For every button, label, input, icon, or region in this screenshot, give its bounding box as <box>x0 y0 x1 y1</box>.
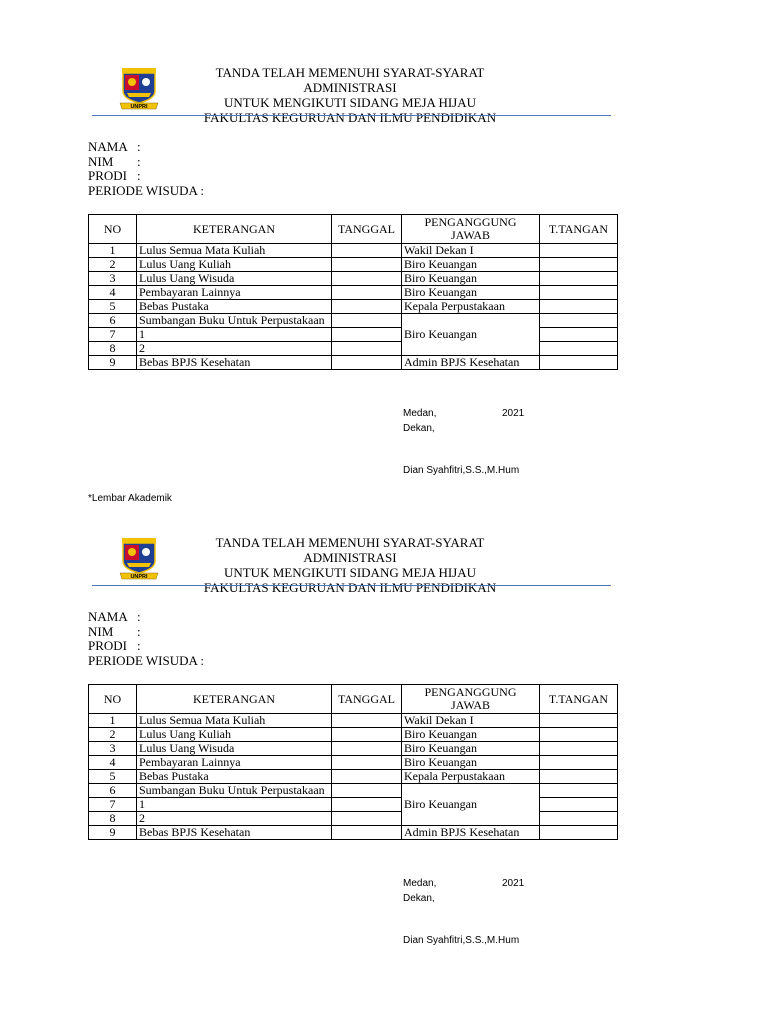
header-line-1: TANDA TELAH MEMENUHI SYARAT-SYARAT ADMINISTRASI <box>215 535 485 565</box>
header-line-1: TANDA TELAH MEMENUHI SYARAT-SYARAT ADMINISTRASI <box>215 65 485 95</box>
row-tanggal <box>332 812 402 826</box>
row-tanggal <box>332 314 402 328</box>
signature-year: 2021 <box>502 408 525 419</box>
row-no: 5 <box>89 770 137 784</box>
row-tanggal <box>332 728 402 742</box>
row-keterangan: Lulus Uang Wisuda <box>137 272 332 286</box>
row-no: 7 <box>89 328 137 342</box>
row-tanggal <box>332 342 402 356</box>
table-header-row <box>89 685 618 714</box>
form-copy-1 <box>0 0 768 504</box>
row-keterangan: Bebas BPJS Kesehatan <box>137 826 332 840</box>
header-line-2: UNTUK MENGIKUTI SIDANG MEJA HIJAU <box>223 565 477 580</box>
table-row <box>89 314 618 328</box>
row-keterangan: Sumbangan Buku Untuk Perpustakaan <box>137 314 332 328</box>
unpri-logo-icon <box>119 536 159 582</box>
row-no: 4 <box>89 756 137 770</box>
nim-label: NIM <box>88 153 114 169</box>
signature-role: Dekan, <box>403 893 435 904</box>
document-header <box>170 535 530 595</box>
requirements-table <box>88 214 618 370</box>
nama-colon: : <box>137 139 141 154</box>
signature-year: 2021 <box>502 878 525 889</box>
svg-text:UNPRI: UNPRI <box>130 104 148 110</box>
row-pj: Biro Keuangan <box>402 314 540 356</box>
col-tanggal: TANGGAL <box>332 215 402 244</box>
nim-colon: : <box>137 623 141 639</box>
row-ttd <box>540 756 618 770</box>
row-ttd <box>540 770 618 784</box>
row-no: 1 <box>89 714 137 728</box>
nim-colon: : <box>137 153 141 169</box>
row-no: 8 <box>89 342 137 356</box>
table-row <box>89 770 618 784</box>
row-keterangan: Bebas Pustaka <box>137 300 332 314</box>
student-fields <box>88 140 204 199</box>
row-no: 2 <box>89 728 137 742</box>
row-pj: Biro Keuangan <box>402 286 540 300</box>
header-divider <box>92 115 611 116</box>
row-ttd <box>540 812 618 826</box>
row-tanggal <box>332 258 402 272</box>
row-pj: Biro Keuangan <box>402 742 540 756</box>
header-divider <box>92 585 611 586</box>
row-tanggal <box>332 714 402 728</box>
row-pj: Biro Keuangan <box>402 784 540 826</box>
row-no: 1 <box>89 244 137 258</box>
row-keterangan: Pembayaran Lainnya <box>137 756 332 770</box>
row-tanggal <box>332 784 402 798</box>
row-tanggal <box>332 756 402 770</box>
prodi-label: PRODI <box>88 638 128 654</box>
table-header-row <box>89 215 618 244</box>
row-no: 2 <box>89 258 137 272</box>
row-pj: Wakil Dekan I <box>402 244 540 258</box>
row-keterangan: Lulus Semua Mata Kuliah <box>137 714 332 728</box>
table-row <box>89 286 618 300</box>
row-keterangan: Bebas BPJS Kesehatan <box>137 356 332 370</box>
row-ttd <box>540 728 618 742</box>
row-tanggal <box>332 244 402 258</box>
form-copy-2 <box>0 470 768 946</box>
row-tanggal <box>332 272 402 286</box>
prodi-colon: : <box>137 168 141 184</box>
student-fields <box>88 610 204 669</box>
col-penanggung-jawab: PENGANGGUNG JAWAB <box>402 215 540 244</box>
table-row <box>89 272 618 286</box>
signature-role: Dekan, <box>403 423 435 434</box>
row-ttd <box>540 328 618 342</box>
signature-name: Dian Syahfitri,S.S.,M.Hum <box>403 935 520 946</box>
row-keterangan: Lulus Uang Kuliah <box>137 728 332 742</box>
row-ttd <box>540 286 618 300</box>
col-penanggung-jawab: PENGANGGUNG JAWAB <box>402 685 540 714</box>
row-ttd <box>540 314 618 328</box>
row-no: 9 <box>89 826 137 840</box>
requirements-table <box>88 684 618 840</box>
row-tanggal <box>332 798 402 812</box>
row-tanggal <box>332 356 402 370</box>
row-tanggal <box>332 300 402 314</box>
row-no: 7 <box>89 798 137 812</box>
signature-place: Medan, <box>403 408 437 419</box>
row-no: 3 <box>89 272 137 286</box>
nim-label: NIM <box>88 623 114 639</box>
row-no: 4 <box>89 286 137 300</box>
table-row <box>89 300 618 314</box>
periode-label: PERIODE WISUDA : <box>88 653 205 669</box>
col-keterangan: KETERANGAN <box>137 215 332 244</box>
nama-label: NAMA <box>88 609 128 624</box>
col-no: NO <box>89 215 137 244</box>
row-keterangan: Lulus Semua Mata Kuliah <box>137 244 332 258</box>
row-pj: Admin BPJS Kesehatan <box>402 356 540 370</box>
row-ttd <box>540 742 618 756</box>
row-no: 8 <box>89 812 137 826</box>
row-keterangan: Lulus Uang Kuliah <box>137 258 332 272</box>
table-row <box>89 784 618 798</box>
row-pj: Admin BPJS Kesehatan <box>402 826 540 840</box>
row-pj: Wakil Dekan I <box>402 714 540 728</box>
row-pj: Biro Keuangan <box>402 258 540 272</box>
row-tanggal <box>332 286 402 300</box>
row-keterangan: 2 <box>137 342 332 356</box>
row-ttd <box>540 244 618 258</box>
col-tanda-tangan: T.TANGAN <box>540 215 618 244</box>
signature-name: Dian Syahfitri,S.S.,M.Hum <box>403 465 520 476</box>
col-tanda-tangan: T.TANGAN <box>540 685 618 714</box>
nama-colon: : <box>137 609 141 624</box>
row-pj: Biro Keuangan <box>402 272 540 286</box>
row-tanggal <box>332 770 402 784</box>
row-ttd <box>540 272 618 286</box>
row-ttd <box>540 356 618 370</box>
row-pj: Kepala Perpustakaan <box>402 770 540 784</box>
row-pj: Kepala Perpustakaan <box>402 300 540 314</box>
col-keterangan: KETERANGAN <box>137 685 332 714</box>
row-ttd <box>540 258 618 272</box>
row-ttd <box>540 798 618 812</box>
document-header <box>170 65 530 125</box>
header-line-3: FAKULTAS KEGURUAN DAN ILMU PENDIDIKAN <box>203 580 497 595</box>
svg-text:UNPRI: UNPRI <box>130 574 148 580</box>
row-keterangan: Sumbangan Buku Untuk Perpustakaan <box>137 784 332 798</box>
row-ttd <box>540 784 618 798</box>
row-tanggal <box>332 328 402 342</box>
row-ttd <box>540 826 618 840</box>
row-no: 6 <box>89 314 137 328</box>
header-line-2: UNTUK MENGIKUTI SIDANG MEJA HIJAU <box>223 95 477 110</box>
table-row <box>89 244 618 258</box>
header-line-3: FAKULTAS KEGURUAN DAN ILMU PENDIDIKAN <box>203 110 497 125</box>
periode-label: PERIODE WISUDA : <box>88 183 205 199</box>
row-keterangan: 2 <box>137 812 332 826</box>
table-row <box>89 258 618 272</box>
col-no: NO <box>89 685 137 714</box>
table-row <box>89 356 618 370</box>
table-row <box>89 714 618 728</box>
row-no: 5 <box>89 300 137 314</box>
prodi-label: PRODI <box>88 168 128 184</box>
row-ttd <box>540 300 618 314</box>
nama-label: NAMA <box>88 139 128 154</box>
signature-place: Medan, <box>403 878 437 889</box>
row-keterangan: Pembayaran Lainnya <box>137 286 332 300</box>
row-ttd <box>540 714 618 728</box>
row-tanggal <box>332 742 402 756</box>
row-no: 3 <box>89 742 137 756</box>
col-tanggal: TANGGAL <box>332 685 402 714</box>
row-no: 9 <box>89 356 137 370</box>
row-keterangan: 1 <box>137 798 332 812</box>
table-row <box>89 826 618 840</box>
row-keterangan: Lulus Uang Wisuda <box>137 742 332 756</box>
table-row <box>89 756 618 770</box>
row-no: 6 <box>89 784 137 798</box>
unpri-logo-icon <box>119 66 159 112</box>
row-keterangan: 1 <box>137 328 332 342</box>
row-tanggal <box>332 826 402 840</box>
row-keterangan: Bebas Pustaka <box>137 770 332 784</box>
row-ttd <box>540 342 618 356</box>
copy-note: *Lembar Akademik <box>88 493 172 504</box>
row-pj: Biro Keuangan <box>402 728 540 742</box>
table-row <box>89 742 618 756</box>
table-row <box>89 728 618 742</box>
row-pj: Biro Keuangan <box>402 756 540 770</box>
prodi-colon: : <box>137 638 141 654</box>
